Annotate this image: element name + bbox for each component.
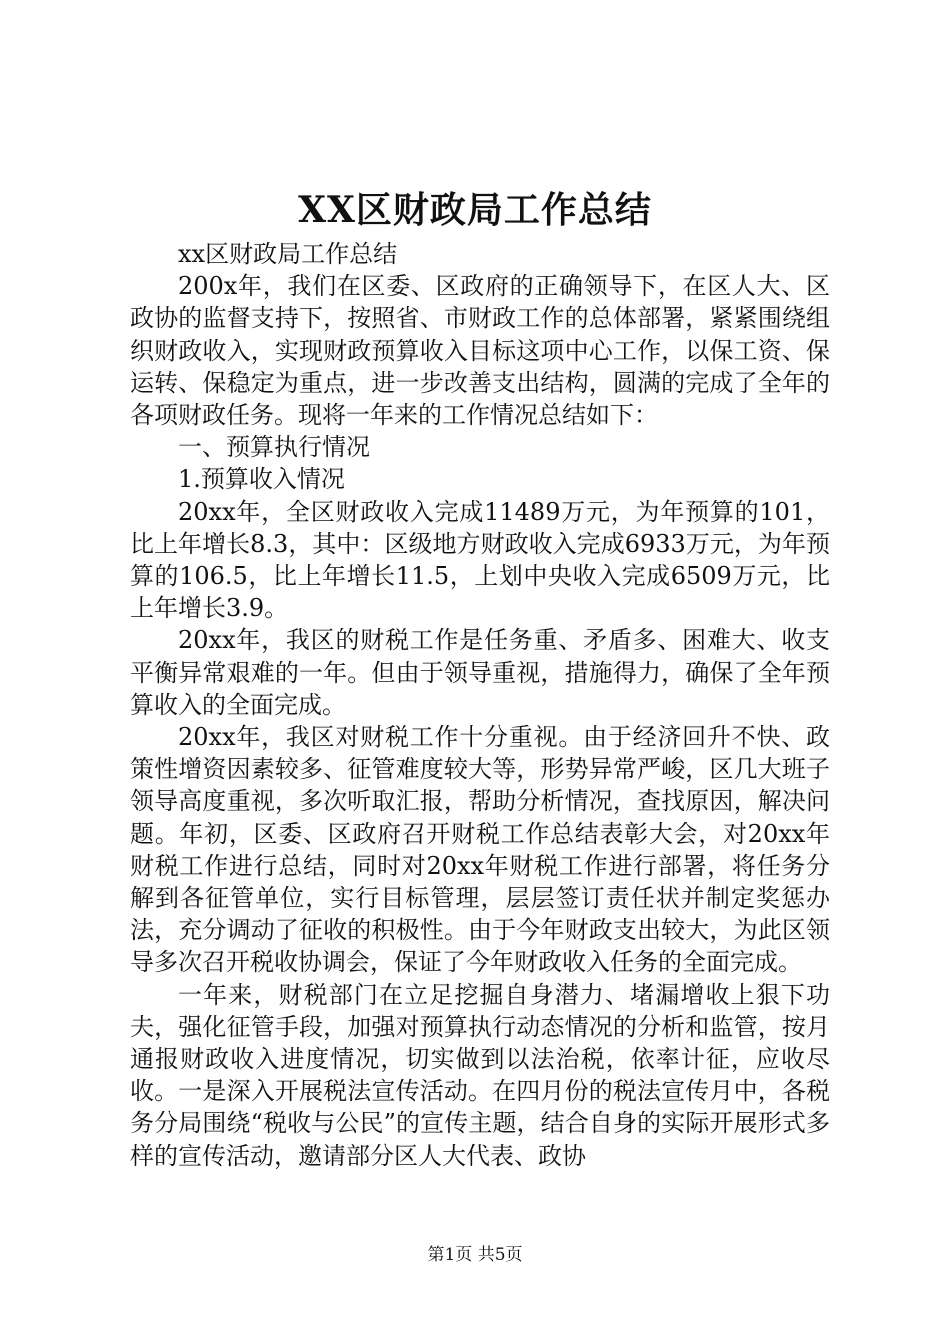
paragraph-intro: 200x年，我们在区委、区政府的正确领导下，在区人大、区政协的监督支持下，按照省、市财政工作的总体部署，紧紧围绕组织财政收入，实现财政预算收入目标这项中心工作，以保工资、保运转、保稳定为重点，进一步改善支出结构，圆满的完成了全年的各项财政任务。现将一年来的工作情况总结如下： [130,272,830,430]
document-body [130,238,830,1172]
subsection-heading: 1.预算收入情况 [178,465,345,494]
document-title: XX区财政局工作总结 [298,189,652,231]
section-heading: 一、预算执行情况 [178,433,370,462]
page-footer: 第1页 共5页 [427,1245,523,1265]
paragraph-situation: 20xx年，我区的财税工作是任务重、矛盾多、困难大、收支平衡异常艰难的一年。但由于领导重视，措施得力，确保了全年预算收入的全面完成。 [130,626,830,719]
paragraph-leadership: 20xx年，我区对财税工作十分重视。由于经济回升不快、政策性增资因素较多、征管难度较大等，形势异常严峻，区几大班子领导高度重视，多次听取汇报，帮助分析情况，查找原因，解决问题。年初，区委、区政府召开财税工作总结表彰大会，对20xx年财税工作进行总结，同时对20xx年财税工作进行部署，将任务分解到各征管单位，实行目标管理，层层签订责任状并制定奖惩办法，充分调动了征收的积极性。由于今年财政支出较大，为此区领导多次召开税收协调会，保证了今年财政收入任务的全面完成。 [130,723,830,977]
paragraph-revenue: 20xx年，全区财政收入完成11489万元，为年预算的101，比上年增长8.3，其中：区级地方财政收入完成6933万元，为年预算的106.5，比上年增长11.5，上划中央收入完成6509万元，比上年增长3.9。 [130,497,830,623]
paragraph-subtitle: xx区财政局工作总结 [178,240,398,268]
paragraph-measures: 一年来，财税部门在立足挖掘自身潜力、堵漏增收上狠下功夫，强化征管手段，加强对预算执行动态情况的分析和监管，按月通报财政收入进度情况，切实做到以法治税，依率计征，应收尽收。一是深入开展税法宣传活动。在四月份的税法宣传月中，各税务分局围绕“税收与公民”的宣传主题，结合自身的实际开展形式多样的宣传活动，邀请部分区人大代表、政协 [130,980,830,1170]
